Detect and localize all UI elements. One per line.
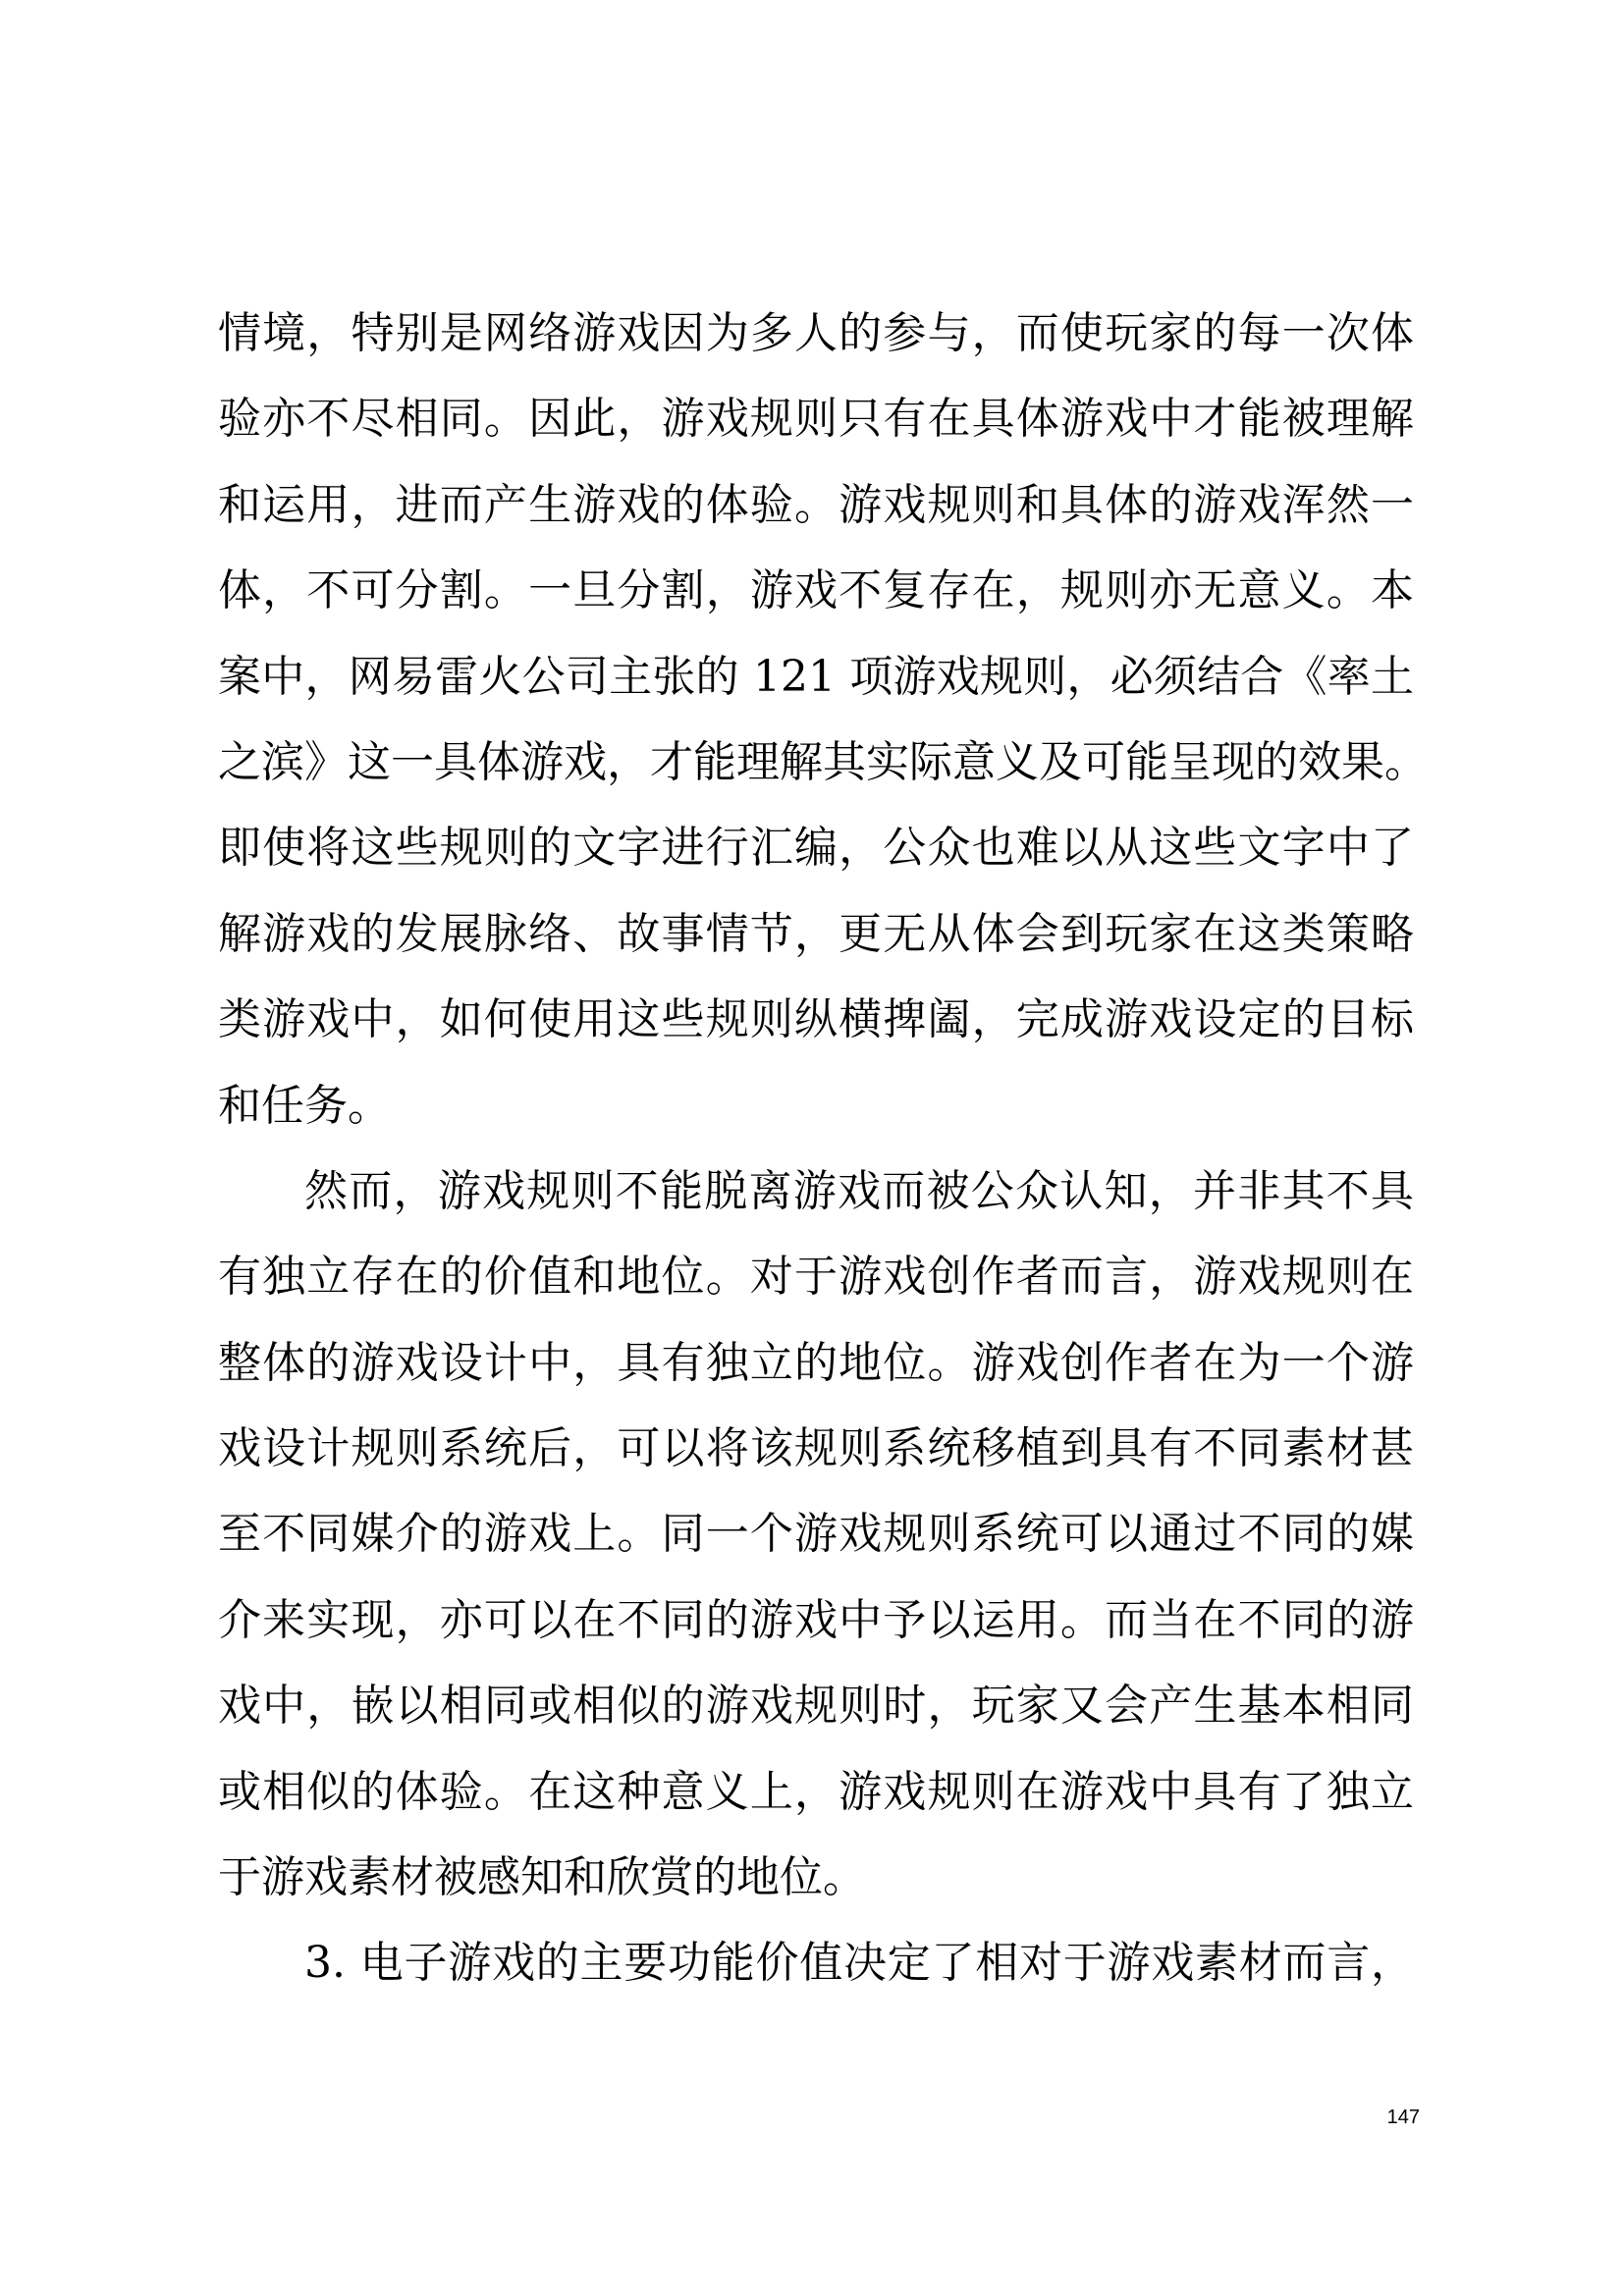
text-line: 和运用，进而产生游戏的体验。游戏规则和具体的游戏浑然一 (218, 479, 1414, 530)
text-line: 解游戏的发展脉络、故事情节，更无从体会到玩家在这类策略 (218, 908, 1414, 959)
body-text (218, 291, 1428, 2006)
text-line: 有独立存在的价值和地位。对于游戏创作者而言，游戏规则在 (218, 1252, 1414, 1303)
text-line: 或相似的体验。在这种意义上，游戏规则在游戏中具有了独立 (218, 1766, 1414, 1817)
text-line: 然而，游戏规则不能脱离游戏而被公众认知，并非其不具 (304, 1165, 1414, 1216)
text-line: 和任务。 (218, 1080, 391, 1131)
text-line: 至不同媒介的游戏上。同一个游戏规则系统可以通过不同的媒 (218, 1509, 1414, 1560)
text-line: 体，不可分割。一旦分割，游戏不复存在，规则亦无意义。本 (218, 565, 1414, 616)
text-line: 验亦不尽相同。因此，游戏规则只有在具体游戏中才能被理解 (218, 394, 1414, 445)
text-line: 情境，特别是网络游戏因为多人的参与，而使玩家的每一次体 (218, 308, 1414, 358)
text-line: 即使将这些规则的文字进行汇编，公众也难以从这些文字中了 (218, 823, 1414, 874)
text-line: 之滨》这一具体游戏，才能理解其实际意义及可能呈现的效果。 (218, 736, 1428, 787)
text-line: 整体的游戏设计中，具有独立的地位。游戏创作者在为一个游 (218, 1337, 1414, 1388)
page-number: 147 (1386, 2107, 1420, 2128)
text-line: 3. 电子游戏的主要功能价值决定了相对于游戏素材而言， (304, 1938, 1414, 1989)
text-line: 案中，网易雷火公司主张的 121 项游戏规则，必须结合《率土 (218, 651, 1414, 702)
text-line: 介来实现，亦可以在不同的游戏中予以运用。而当在不同的游 (218, 1594, 1414, 1645)
text-line: 于游戏素材被感知和欣赏的地位。 (218, 1852, 866, 1903)
text-line: 戏设计规则系统后，可以将该规则系统移植到具有不同素材甚 (218, 1423, 1414, 1474)
text-line: 戏中，嵌以相同或相似的游戏规则时，玩家又会产生基本相同 (218, 1681, 1414, 1732)
text-line: 类游戏中，如何使用这些规则纵横捭阖，完成游戏设定的目标 (218, 994, 1414, 1045)
